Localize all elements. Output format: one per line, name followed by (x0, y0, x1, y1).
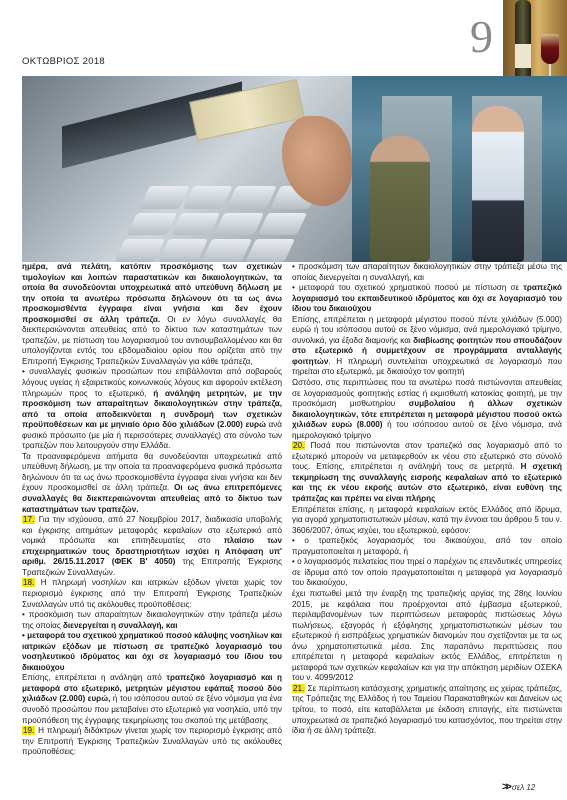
person (370, 136, 430, 262)
bold-text: Οι ως άνω επιτρεπόμενες συναλλαγές θα διεκπεραιώνονται απευθείας από το δίκτυο των καταστημάτων των τραπεζών. (22, 483, 282, 514)
text: Οι εν λόγω συναλλαγές θα διεκπεραιώνονται απευθείας από το δίκτυο των καταστημάτων των τραπεζών, με πίστωση του λογαριασμού του αντισυμβαλλομένου και θα υπολογίζονται εντός του εβδομαδιαίου ορίου που ορίζεται από την Επιτροπή Έγκρισης Τραπεζικών Συναλλαγών για κάθε τράπεζα, (22, 314, 282, 366)
text: Τα προαναφερόμενα αιτήματα θα συνοδεύονται υποχρεωτικά από υπεύθυνη δήλωση, με την οποία τα προαναφερόμενα φυσικά πρόσωπα δηλώνουν ότι τα ως άνω προσκομισθέντα έγγραφα είναι γνήσια και δεν έχουν προσκομισθεί σε άλλη τράπεζα. (22, 451, 282, 493)
paragraph (22, 452, 282, 515)
bold-text: ή ανάληψη μετρητών, με την προσκόμιση των απαραίτητων δικαιολογητικών στην τράπεζα, από τα οποία αποδεικνύεται η συνδρομή των σχετικών προϋποθέσεων και με μηνιαίο όριο δύο χιλιάδων (2.000) ευρώ (22, 388, 282, 430)
text: • προσκόμιση των απαραίτητων δικαιολογητικών στην τράπεζα μέσω της οποίας (22, 610, 282, 630)
paragraph (292, 589, 562, 684)
bold-text: πλαίσιο των επιχειρηματικών τους δραστηριοτήτων ισχύει η Απόφαση υπ' αριθμ. 26/15.11.2017 (ΦΕΚ Β' 4050) (22, 536, 282, 567)
text: Η πληρωμή νοσηλίων και ιατρικών εξόδων γίνεται χωρίς τον περιορισμό έγκρισης από την Επιτροπή Έγκρισης Τραπεζικών Συναλλαγών υπό τις ακόλουθες προϋποθέσεις: (22, 578, 282, 609)
text: Η πληρωμή διδάκτρων γίνεται χωρίς τον περιορισμό έγκρισης από την Επιτροπή Έγκρισης Τραπεζικών Συναλλαγών υπό τις ακόλουθες προϋποθέσεις: (22, 726, 282, 757)
paragraph (292, 378, 562, 441)
left-text-column (22, 262, 282, 758)
bold-text: συμβολαίου ή άλλων σχετικών δικαιολογητικών, τότε επιτρέπεται η μεταφορά μέγιστου ποσού οκτώ χιλιάδων ευρώ (8.000) (292, 399, 562, 430)
paragraph (292, 557, 562, 589)
text: • μεταφορά του σχετικού χρηματικού ποσού με πίστωση σε (292, 283, 524, 293)
bold-text: τραπεζικό λογαριασμό του εκπαιδευτικού ιδρύματος και όχι σε λογαριασμό του ίδιου του δικαιούχου (292, 283, 562, 314)
text: ή του ισόποσου αυτού σε ξένο νόμισμα για ένα συνοδό προσώπου που μεταβαίνει στο εξωτερικό για νοσηλεία, υπό την προϋπόθεση της έγγραφης τεκμηρίωσης του σκοπού της μετάβασης (22, 694, 282, 725)
paragraph (22, 578, 282, 610)
paragraph (22, 673, 282, 726)
page-footer (502, 781, 535, 793)
bold-text: ημέρα, ανά πελάτη, κατόπιν προσκόμισης των σχετικών τιμολογίων και λοιπών παραστατικών και δικαιολογητικών, τα οποία θα συνοδεύονται υποχρεωτικά από υπεύθυνη δήλωση με την οποία τα ανωτέρω πρόσωπα δηλώνουν ότι τα ως άνω προσκομισθέντα έγγραφα είναι γνήσια και δεν έχουν προσκομισθεί σε άλλη τράπεζα. (22, 262, 282, 324)
paragraph (292, 505, 562, 537)
person (472, 106, 524, 262)
item-number-highlight: 20. (293, 441, 305, 451)
text: έχει πιστωθεί μετά την έναρξη της τραπεζικής αργίας της 28ης Ιουνίου 2015, με κεφάλαια που προέρχονται από έμβασμα εξωτερικού, περιλαμβανομένων των περιπτώσεων μεταφοράς πιστώσεως λόγω πωλήσεως, εξαγοράς ή εξόφλησης χρηματοπιστωτικών μέσων του εξωτερικού ή εισπράξεως χρηματικών διανομών που σχετίζονται με τα ως άνω χρηματοπιστωτικά μέσα. Στις παραπάνω περιπτώσεις που επιτρέπεται η μεταφορά κεφαλαίων εκτός Ελλάδος, επιτρέπεται η μεταφορά των σχετικών κεφαλαίων και για την απόκτηση μεριδίων ΟΣΕΚΑ του ν. 4099/2012 (292, 588, 562, 683)
paragraph (292, 262, 562, 283)
issue-number: 9 (470, 11, 493, 62)
text: της Επιτροπής Έγκρισης Τραπεζικών Συναλλαγών. (22, 557, 282, 577)
atm-keypad (114, 186, 319, 262)
next-arrows-icon: >> (502, 781, 509, 793)
page-number: σελ 12 (511, 782, 536, 792)
text: ανά φυσικό πρόσωπο (με μία ή περισσότερες συναλλαγές) στο σύνολο των τραπεζών που λειτουργούν στην Ελλάδα. (22, 420, 283, 451)
paragraph (292, 315, 562, 378)
paragraph (22, 610, 282, 631)
paragraph (292, 441, 562, 504)
text: Σε περίπτωση κατάσχεσης χρηματικής απαίτησης εις χείρας τράπεζας, της Τράπεζας της Ελλάδος ή του Ταμείου Παρακαταθηκών και Δανείων ως τρίτου, το ποσό, είτε καταβάλλεται με έκδοση επιταγής, είτε πιστώνεται υποχρεωτικά σε τραπεζικό λογαριασμό του κατασχόντος, που τηρείται στην ίδια ή σε άλλη τράπεζα. (292, 683, 562, 736)
text: Επίσης, επιτρέπεται η μεταφορά μέγιστου ποσού πέντε χιλιάδων (5.000) ευρώ ή του ισόποσου αυτού σε ξένο νόμισμα, ανά ημερολογιακό τρίμηνο, συνολικά, για έξοδα διαμονής και (292, 314, 562, 345)
paragraph (22, 515, 282, 578)
text: • ο τραπεζικός λογαριασμός του δικαιούχου, από τον οποίο πραγματοποιείται η μεταφορά, ή (292, 536, 562, 556)
text: • συναλλαγές φυσικών προσώπων που επιβάλλονται από σοβαρούς λόγους υγείας ή εξαιρετικούς κοινωνικούς λόγους και αφορούν εκτέλεση πληρωμών προς το εξωτερικό, (22, 367, 282, 398)
wine-bottle-icon (515, 0, 531, 86)
bold-text: Η σχετική τεκμηρίωση της συναλλαγής εισροής κεφαλαίων από το εξωτερικό και της εκ νέου εκροής αυτών στο εξωτερικό, είναι ευθύνη της τράπεζας και πρέπει να είναι πλήρης (292, 462, 562, 504)
bold-text: διενεργείται η συναλλαγή, και (63, 620, 178, 630)
item-number-highlight: 17. (23, 515, 35, 525)
issue-date: ΟΚΤΩΒΡΙΟΣ 2018 (22, 56, 106, 67)
paragraph (22, 262, 282, 367)
bottle-label (515, 44, 531, 68)
atm-keypad-photo (22, 76, 352, 262)
paragraph (292, 684, 562, 737)
bold-text: • μεταφορά του σχετικού χρηματικού ποσού κάλυψης νοσηλίων και ιατρικών εξόδων με πίστωση σε τραπεζικό λογαριασμό του νοσηλευτικού ιδρύματος και όχι σε λογαριασμό του ίδιου του δικαιούχου (22, 631, 282, 672)
atm-queue-photo (352, 76, 567, 262)
item-number-highlight: 18. (23, 578, 35, 588)
text: Επίσης, επιτρέπεται η ανάληψη από (22, 673, 167, 683)
item-number-highlight: 19. (23, 726, 35, 736)
text: Για την ισχύουσα, από 27 Νοεμβρίου 2017, διαδικασία υποβολής και έγκρισης αιτημάτων μεταφοράς κεφαλαίων στο εξωτερικό από νομικά πρόσωπα και επιτηδευματίες στο (22, 515, 282, 546)
bold-text: τραπεζικό λογαριασμό και η μεταφορά στο εξωτερικό, μετρητών μέγιστου εφάπαξ ποσού δύο χιλιάδων (2.000) ευρώ, (22, 673, 282, 704)
paragraph (292, 536, 562, 557)
bold-text: διαβίωσης φοιτητών που σπουδάζουν στο εξωτερικό ή συμμετέχουν σε προγράμματα ανταλλαγής φοιτητών (292, 335, 563, 366)
text: . Η πληρωμή συντελείται υποχρεωτικά σε λογαριασμό που τηρείται στο εξωτερικό, με δικαιούχο τον φοιτητή (292, 356, 562, 377)
paragraph (292, 283, 562, 315)
text: Επιτρέπεται επίσης, η μεταφορά κεφαλαίων εκτός Ελλάδος από ίδρυμα, για αγορά χρηματοπιστωτικών μέσων, κατά την έννοια του άρθρου 5 του ν. 3606/2007, όπως ισχύει, του εξωτερικού, εφόσον: (292, 504, 562, 535)
article-photo (22, 76, 567, 262)
wine-photo (503, 0, 567, 86)
text: • ο λογαριασμός πελατείας που τηρεί ο παρέχων τις επενδυτικές υπηρεσίες σε ίδρυμα από τον οποίο πραγματοποιείται η μεταφορά για λογαριασμό του δικαιούχου, (292, 557, 562, 588)
text: • προσκόμιση των απαραίτητων δικαιολογητικών στην τράπεζα μέσω της οποίας διενεργείται η συναλλαγή, και (292, 262, 562, 282)
right-text-column (292, 262, 562, 737)
paragraph (22, 631, 282, 673)
text: ή του ισόποσου αυτού σε ξένο νόμισμα, ανά ημερολογιακό τρίμηνο (292, 420, 563, 440)
item-number-highlight: 21. (293, 683, 305, 693)
text: Ποσά που πιστώνονται στον τραπεζικό σας λογαριασμό από το εξωτερικό μπορούν να μεταφερθούν εκ νέου στο εξωτερικό στο σύνολό τους. Επίσης, επιτρέπεται η ανάληψή τους σε μετρητά. (292, 441, 562, 472)
wine-glass-icon (541, 34, 559, 64)
paragraph (22, 367, 282, 451)
paragraph (22, 726, 282, 758)
text: Ωστόσο, στις περιπτώσεις που τα ανωτέρω ποσά πιστώνονται απευθείας σε λογαριασμούς φοιτητικής εστίας ή εκμισθωτή κατοικίας φοιτητή, με την προσκόμιση μισθωτηρίου (292, 378, 562, 409)
